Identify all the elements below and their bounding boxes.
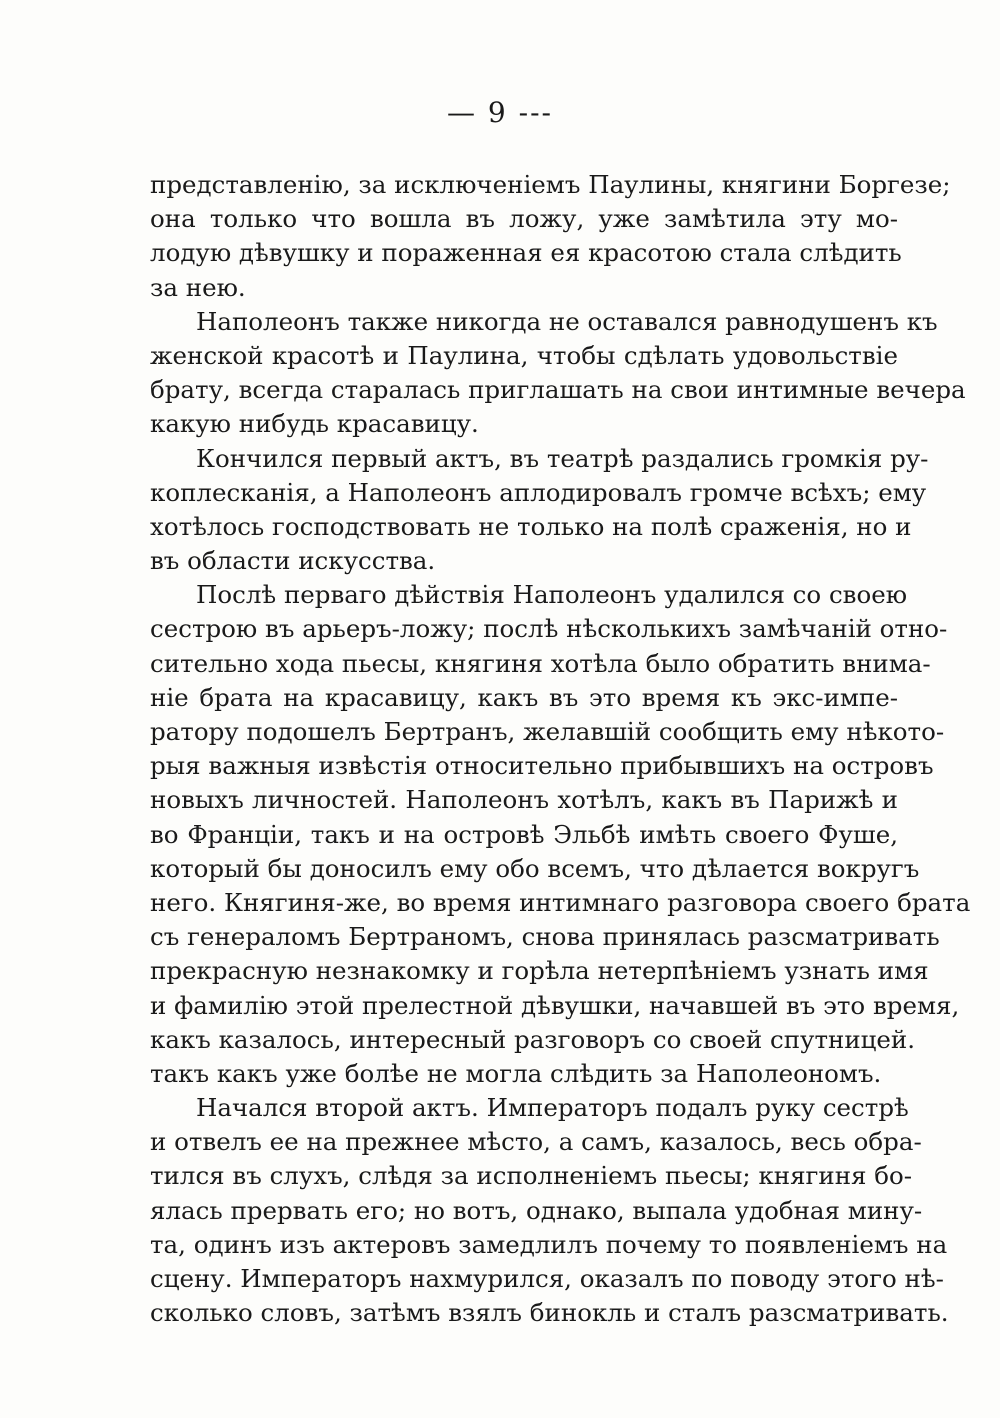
text-line: брату, всегда старалась приглашать на свои интимные вечера — [150, 375, 966, 405]
paragraph — [150, 168, 951, 305]
text-line: и отвелъ ее на прежнее мѣсто, а самъ, казалось, весь обра- — [150, 1127, 922, 1157]
text-line: Начался второй актъ. Императоръ подалъ руку сестрѣ — [196, 1093, 909, 1123]
text-line: тился въ слухъ, слѣдя за исполненіемъ пьесы; княгиня бо- — [150, 1161, 913, 1191]
text-line: она только что вошла въ ложу, уже замѣтила эту мо- — [150, 204, 898, 234]
text-line: ратору подошелъ Бертранъ, желавшій сообщить ему нѣкото- — [150, 717, 945, 746]
text-line: Наполеонъ также никогда не оставался равнодушенъ къ — [196, 306, 938, 336]
page-number: — 9 --- — [447, 96, 553, 129]
text-line: сцену. Императоръ нахмурился, оказалъ по поводу этого нѣ- — [150, 1264, 944, 1293]
text-line: такъ какъ уже болѣе не могла слѣдить за Наполеономъ. — [150, 1058, 882, 1088]
text-line: сестрою въ арьеръ-ложу; послѣ нѣсколькихъ замѣчаній отно- — [150, 614, 948, 644]
text-line: и фамилію этой прелестной дѣвушки, начавшей въ это время, — [150, 990, 960, 1020]
text-line: ялась прервать его; но вотъ, однако, выпала удобная мину- — [150, 1195, 923, 1225]
text-line: сколько словъ, затѣмъ взялъ бинокль и сталъ разсматривать. — [150, 1298, 949, 1328]
text-line: него. Княгиня-же, во время интимнаго разговора своего брата — [150, 887, 971, 917]
text-line: который бы доносилъ ему обо всемъ, что дѣлается вокругъ — [150, 853, 920, 883]
text-line: лодую дѣвушку и пораженная ея красотою стала слѣдить — [150, 238, 902, 268]
text-line: какую нибудь красавицу. — [150, 409, 479, 439]
text-line: во Франціи, такъ и на островѣ Эльбѣ имѣть своего Фуше, — [150, 819, 898, 849]
text-line: Послѣ перваго дѣйствія Наполеонъ удалился со своею — [196, 580, 908, 610]
text-line: какъ казалось, интересный разговоръ со своей спутницей. — [150, 1024, 916, 1054]
text-line: та, одинъ изъ актеровъ замедлилъ почему то появленіемъ на — [150, 1229, 948, 1259]
text-line: коплесканія, а Наполеонъ аплодировалъ громче всѣхъ; ему — [150, 477, 927, 507]
page-text — [150, 168, 971, 1330]
text-line: женской красотѣ и Паулина, чтобы сдѣлать удовольствіе — [150, 340, 898, 370]
text-line: за нею. — [150, 272, 246, 302]
text-line: новыхъ личностей. Наполеонъ хотѣлъ, какъ въ Парижѣ и — [150, 785, 898, 815]
text-line: рыя важныя извѣстія относительно прибывшихъ на островъ — [150, 751, 934, 781]
text-line: хотѣлось господствовать не только на полѣ сраженія, но и — [150, 511, 912, 541]
paragraph — [150, 442, 929, 579]
text-line: представленію, за исключеніемъ Паулины, княгини Боргезе; — [150, 170, 951, 199]
text-line: сительно хода пьесы, княгиня хотѣла было обратить внима- — [150, 648, 931, 678]
text-line: ніе брата на красавицу, какъ въ это время къ экс-импе- — [150, 682, 898, 712]
text-line: Кончился первый актъ, въ театрѣ раздались громкія ру- — [196, 443, 929, 473]
paragraph — [150, 1091, 949, 1330]
text-line: съ генераломъ Бертраномъ, снова принялась разсматривать — [150, 922, 940, 952]
paragraph — [150, 305, 966, 442]
paragraph — [150, 578, 971, 1091]
text-line: въ области искусства. — [150, 546, 436, 576]
text-line: прекрасную незнакомку и горѣла нетерпѣніемъ узнать имя — [150, 956, 929, 986]
